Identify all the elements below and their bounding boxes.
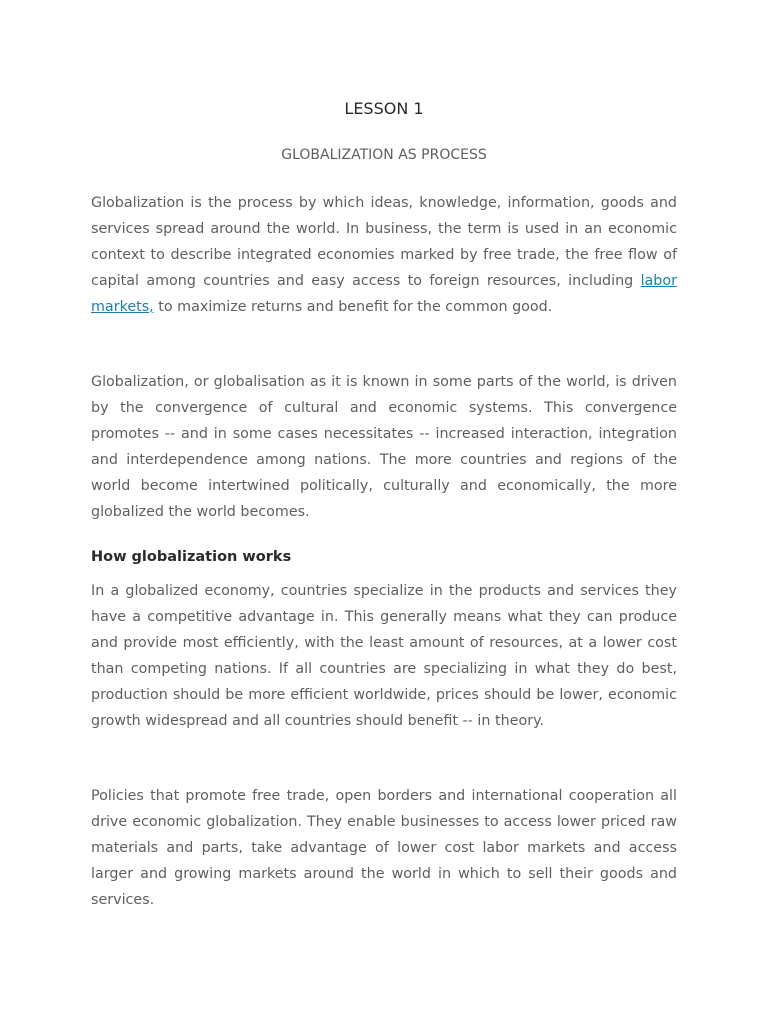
labor-markets-link[interactable]: labor markets, [91,273,677,315]
section-heading: How globalization works [91,549,292,565]
lesson-subtitle: GLOBALIZATION AS PROCESS [281,147,487,163]
lesson-title: LESSON 1 [344,99,424,118]
paragraph-intro-text-end: to maximize returns and benefit for the common good. [153,299,553,315]
paragraph-intro-text-start: Globalization is the process by which ideas, knowledge, information, goods and services spread around the world. In business, the term is used in an economic context to describe integrated economies marked by free trade, the free flow of capital among countries and easy access to foreign resources, including [91,195,677,289]
paragraph-convergence: Globalization, or globalisation as it is known in some parts of the world, is driven by the convergence of cultural and economic systems. This convergence promotes -- and in some cases necessitates -- increased interaction, integration and interdependence among nations. The more countries and regions of the world become intertwined politically, culturally and economically, the more globalized the world becomes. [91,374,677,520]
paragraph-intro [91,190,677,320]
paragraph-specialization: In a globalized economy, countries specialize in the products and services they have a competitive advantage in. This generally means what they can produce and provide most efficiently, with the least amount of resources, at a lower cost than competing nations. If all countries are specializing in what they do best, production should be more efficient worldwide, prices should be lower, economic growth widespread and all countries should benefit -- in theory. [91,583,677,729]
paragraph-policies: Policies that promote free trade, open borders and international cooperation all drive economic globalization. They enable businesses to access lower priced raw materials and parts, take advantage of lower cost labor markets and access larger and growing markets around the world in which to sell their goods and services. [91,788,677,908]
